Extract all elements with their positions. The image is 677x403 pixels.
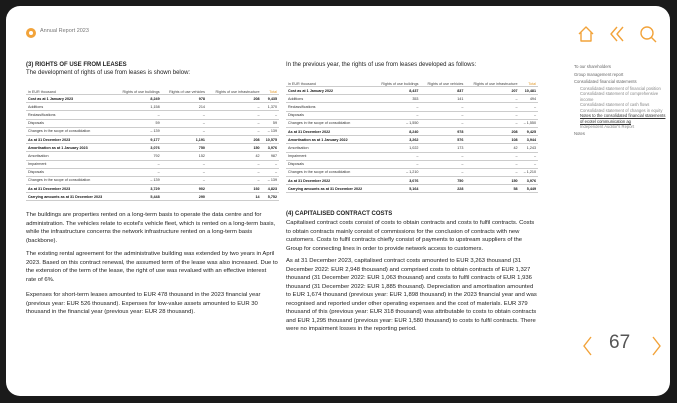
row-label: As at 31 December 2023: [26, 135, 115, 143]
table-cell: –: [262, 160, 279, 168]
table-cell: 750: [162, 144, 207, 152]
table-row: [26, 111, 279, 119]
column-header: Rights of use vehicles: [162, 80, 207, 95]
table-cell: –: [207, 168, 262, 176]
table-cell: 8,437: [374, 87, 420, 95]
column-header: in EUR thousand: [286, 72, 374, 87]
paragraph-contract-costs-1: Capitalised contract costs consist of costs to obtain contracts and costs to fulfil contracts. Costs to obtain contracts mainly consist of commissions for the conclusion of contracts with new customers. Costs to fulfil contracts chiefly consist of payments to upstream suppliers of the Group for connecting lines in order to provide network access to customers.: [286, 220, 535, 252]
table-cell: –: [207, 119, 262, 127]
company-logo[interactable]: [26, 28, 36, 38]
previous-year-intro: In the previous year, the rights of use from leases developed as follows:: [286, 62, 477, 68]
table-row: [286, 185, 538, 193]
table-cell: 141: [420, 95, 465, 103]
table-cell: 290: [162, 193, 207, 201]
table-cell: –: [115, 160, 162, 168]
row-label: Disposals: [26, 119, 115, 127]
table-cell: – 1,550: [374, 119, 420, 127]
table-cell: –: [162, 127, 207, 135]
table-row: [26, 176, 279, 184]
table-cell: –: [465, 160, 519, 168]
row-label: Amortisation as at 1 January 2022: [286, 136, 374, 144]
table-cell: 978: [162, 95, 207, 103]
table-row: [26, 144, 279, 152]
table-cell: –: [374, 103, 420, 111]
table-cell: 59: [115, 119, 162, 127]
table-row: [26, 185, 279, 193]
table-cell: 4,823: [262, 185, 279, 193]
table-cell: 5,449: [520, 185, 538, 193]
table-cell: – 1,210: [520, 168, 538, 176]
leases-table-2023: [26, 80, 279, 201]
column-header: Rights of use vehicles: [420, 72, 465, 87]
table-cell: 3,976: [520, 177, 538, 185]
table-cell: 207: [465, 87, 519, 95]
table-row: [286, 87, 538, 95]
paragraph-leases-1: The buildings are properties rented on a long-term basis to operate the data centre and for administration. The vehicles relate to ecotel's vehicle fleet, which is rented on a long-term basis, while the infrastructure concerns the network infrastructure rented on a long-term basis (backbone).: [26, 212, 276, 244]
row-label: Disposals: [26, 168, 115, 176]
column-header: in EUR thousand: [26, 80, 115, 95]
row-label: Carrying amounts as at 31 December 2022: [286, 185, 374, 193]
table-cell: 1,158: [115, 103, 162, 111]
table-row: [26, 95, 279, 103]
table-cell: –: [207, 111, 262, 119]
table-cell: –: [465, 95, 519, 103]
table-cell: 173: [420, 144, 465, 152]
column-header: Rights of use buildings: [115, 80, 162, 95]
row-label: Impairment: [26, 160, 115, 168]
table-cell: –: [420, 152, 465, 160]
toc-item[interactable]: Consolidated statement of comprehensive income: [580, 91, 659, 102]
table-cell: –: [207, 103, 262, 111]
table-row: [26, 127, 279, 135]
table-cell: –: [520, 111, 538, 119]
table-row: [26, 152, 279, 160]
table-cell: 1,191: [162, 135, 207, 143]
table-cell: –: [162, 111, 207, 119]
column-header: Rights of use buildings: [374, 72, 420, 87]
table-cell: – 139: [262, 176, 279, 184]
table-cell: –: [374, 160, 420, 168]
leases-table-2022: [286, 72, 538, 193]
top-bar: [6, 6, 670, 46]
paragraph-leases-3: Expenses for short-term leases amounted to EUR 478 thousand in the 2023 financial year (previous year: EUR 526 thousand). Expenses for low-value assets amounted to EUR 30 thousand in the financial year (previous year: EUR 28 thousand).: [26, 292, 261, 315]
table-cell: 42: [465, 144, 519, 152]
toc-item[interactable]: Consolidated financial statements: [574, 79, 637, 85]
chevron-left-icon[interactable]: [580, 331, 594, 361]
table-cell: 1,370: [262, 103, 279, 111]
table-cell: 9,435: [262, 95, 279, 103]
row-label: Amortisation: [26, 152, 115, 160]
table-cell: 576: [420, 136, 465, 144]
table-cell: 9,177: [115, 135, 162, 143]
table-cell: 987: [262, 152, 279, 160]
table-cell: –: [465, 103, 519, 111]
column-header: Rights of use infrastructure: [465, 72, 519, 87]
table-cell: 5,752: [262, 193, 279, 201]
back-icon[interactable]: [607, 24, 627, 44]
row-label: Carrying amounts as at 31 December 2023: [26, 193, 115, 201]
row-label: Reclassifications: [286, 103, 374, 111]
row-label: Cost as at 1 January 2023: [26, 95, 115, 103]
row-label: Impairment: [286, 152, 374, 160]
table-cell: –: [465, 168, 519, 176]
table-cell: –: [420, 103, 465, 111]
toc-item[interactable]: Consolidated statement of cash flows: [580, 102, 650, 108]
row-label: Cost as at 1 January 2022: [286, 87, 374, 95]
table-cell: –: [115, 168, 162, 176]
table-row: [286, 177, 538, 185]
table-row: [286, 152, 538, 160]
row-label: Additions: [26, 103, 115, 111]
row-label: Reclassifications: [26, 111, 115, 119]
home-icon[interactable]: [576, 24, 596, 44]
toc-item[interactable]: Group management report: [574, 71, 624, 77]
table-cell: –: [262, 168, 279, 176]
table-cell: 14: [207, 193, 262, 201]
table-cell: 5,448: [115, 193, 162, 201]
toc-item[interactable]: Consolidated statement of financial position: [580, 85, 661, 91]
column-header: Rights of use infrastructure: [207, 80, 262, 95]
table-cell: 108: [465, 136, 519, 144]
table-cell: –: [465, 119, 519, 127]
row-label: Changes in the scope of consolidation: [286, 168, 374, 176]
table-cell: 3,076: [374, 177, 420, 185]
row-label: As at 31 December 2022: [286, 127, 374, 135]
table-cell: 10,481: [520, 87, 538, 95]
table-cell: 214: [162, 103, 207, 111]
table-cell: –: [207, 176, 262, 184]
table-cell: 208: [207, 95, 262, 103]
table-cell: 3,944: [520, 136, 538, 144]
report-page: [6, 6, 670, 396]
table-cell: 42: [207, 152, 262, 160]
table-cell: 208: [207, 135, 262, 143]
toc-item[interactable]: Notes to the consolidated financial statements of ecotel communication ag: [580, 113, 666, 124]
paragraph-leases-2: The existing rental agreement for the administrative building was extended by two years in April 2023. Based on this contract renewal, the assumed term of the lease was also increased. Due to the extension of the term of the lease, the right of use was revalued with an effective interest rate of 6%.: [26, 251, 278, 283]
table-cell: 192: [207, 185, 262, 193]
table-cell: – 139: [262, 127, 279, 135]
table-row: [286, 144, 538, 152]
table-cell: –: [465, 152, 519, 160]
table-cell: 902: [162, 185, 207, 193]
table-cell: –: [262, 111, 279, 119]
paragraph-contract-costs-2: As at 31 December 2023, capitalised contract costs amounted to EUR 3,263 thousand (31 December 2022: EUR 2,948 thousand) and comprised costs to obtain contracts of EUR 1,327 thousand (31 December 2022: EUR 1,063 thousand) and costs to fulfil contracts of EUR 1,936 thousand (31 December 2022: EUR 1,885 thousand). Depreciation and amortisation amounted to EUR 1,674 thousand (previous year: EUR 1,898 thousand) in the 2023 financial year and was recognised and reported under other operating expenses and the cost of materials. EUR 379 thousand of this (previous year: EUR 318 thousand) was attributable to costs to obtain contracts and EUR 1,295 thousand (previous year: EUR 1,580 thousand) to costs to fulfil contracts. There were no impairment losses in the reporting period.: [286, 258, 537, 332]
table-cell: –: [162, 119, 207, 127]
section-title-contract-costs: (4) CAPITALISED CONTRACT COSTS: [286, 211, 393, 217]
row-label: Disposals: [286, 160, 374, 168]
table-cell: 208: [465, 127, 519, 135]
table-row: [286, 111, 538, 119]
table-cell: 3,262: [374, 136, 420, 144]
row-label: As at 31 December 2022: [286, 177, 374, 185]
row-label: As at 31 December 2023: [26, 185, 115, 193]
table-cell: 59: [262, 119, 279, 127]
table-cell: 150: [207, 144, 262, 152]
table-cell: –: [162, 160, 207, 168]
table-cell: –: [115, 111, 162, 119]
table-cell: 5,164: [374, 185, 420, 193]
table-cell: 837: [420, 87, 465, 95]
table-cell: 10,575: [262, 135, 279, 143]
table-cell: –: [420, 168, 465, 176]
table-cell: 9,425: [520, 127, 538, 135]
table-row: [286, 95, 538, 103]
table-cell: 1,022: [374, 144, 420, 152]
table-cell: 58: [465, 185, 519, 193]
table-row: [26, 193, 279, 201]
search-icon[interactable]: [638, 24, 658, 44]
table-cell: –: [162, 168, 207, 176]
table-row: [26, 103, 279, 111]
column-header: Total: [262, 80, 279, 95]
table-cell: –: [420, 160, 465, 168]
table-row: [26, 119, 279, 127]
table-cell: 152: [162, 152, 207, 160]
table-row: [286, 127, 538, 135]
table-cell: 792: [115, 152, 162, 160]
table-cell: – 1,210: [374, 168, 420, 176]
table-cell: –: [520, 152, 538, 160]
table-row: [286, 103, 538, 111]
table-cell: –: [465, 111, 519, 119]
table-cell: 353: [374, 95, 420, 103]
page-number: 67: [609, 332, 631, 353]
report-title: Annual Report 2023: [40, 28, 89, 34]
table-row: [286, 168, 538, 176]
table-cell: 978: [420, 127, 465, 135]
section-title-leases: (3) RIGHTS OF USE FROM LEASES: [26, 62, 127, 68]
table-cell: –: [420, 111, 465, 119]
table-cell: 494: [520, 95, 538, 103]
table-row: [26, 135, 279, 143]
table-of-contents: [574, 63, 666, 137]
table-cell: – 1,550: [520, 119, 538, 127]
row-label: Amortisation: [286, 144, 374, 152]
table-cell: –: [520, 160, 538, 168]
table-cell: –: [420, 119, 465, 127]
table-cell: 1,243: [520, 144, 538, 152]
table-cell: 750: [420, 177, 465, 185]
table-cell: 3,976: [262, 144, 279, 152]
row-label: Additions: [286, 95, 374, 103]
chevron-right-icon[interactable]: [650, 331, 664, 361]
column-header: Total: [520, 72, 538, 87]
table-cell: –: [374, 152, 420, 160]
toc-item[interactable]: Consolidated statement of changes in equity: [580, 107, 663, 113]
toc-item[interactable]: Notes: [574, 130, 585, 136]
row-label: Changes in the scope of consolidation: [286, 119, 374, 127]
row-label: Changes in the scope of consolidation: [26, 176, 115, 184]
table-cell: –: [207, 127, 262, 135]
toc-item[interactable]: Independent Auditor's Report: [580, 124, 635, 130]
table-cell: 3,729: [115, 185, 162, 193]
row-label: Amortisation as at 1 January 2023: [26, 144, 115, 152]
table-cell: 8,240: [374, 127, 420, 135]
table-cell: – 139: [115, 127, 162, 135]
table-cell: –: [374, 111, 420, 119]
row-label: Disposals: [286, 111, 374, 119]
table-row: [286, 160, 538, 168]
table-cell: –: [207, 160, 262, 168]
table-cell: – 139: [115, 176, 162, 184]
table-cell: 228: [420, 185, 465, 193]
table-cell: –: [162, 176, 207, 184]
section-subtitle-leases: The development of rights of use from leases is shown below:: [26, 70, 191, 76]
table-cell: 8,249: [115, 95, 162, 103]
table-row: [26, 168, 279, 176]
row-label: Changes in the scope of consolidation: [26, 127, 115, 135]
toc-item[interactable]: To our shareholders: [574, 64, 612, 69]
table-row: [286, 119, 538, 127]
table-cell: –: [520, 103, 538, 111]
table-row: [286, 136, 538, 144]
table-cell: 3,076: [115, 144, 162, 152]
table-cell: 150: [465, 177, 519, 185]
table-row: [26, 160, 279, 168]
